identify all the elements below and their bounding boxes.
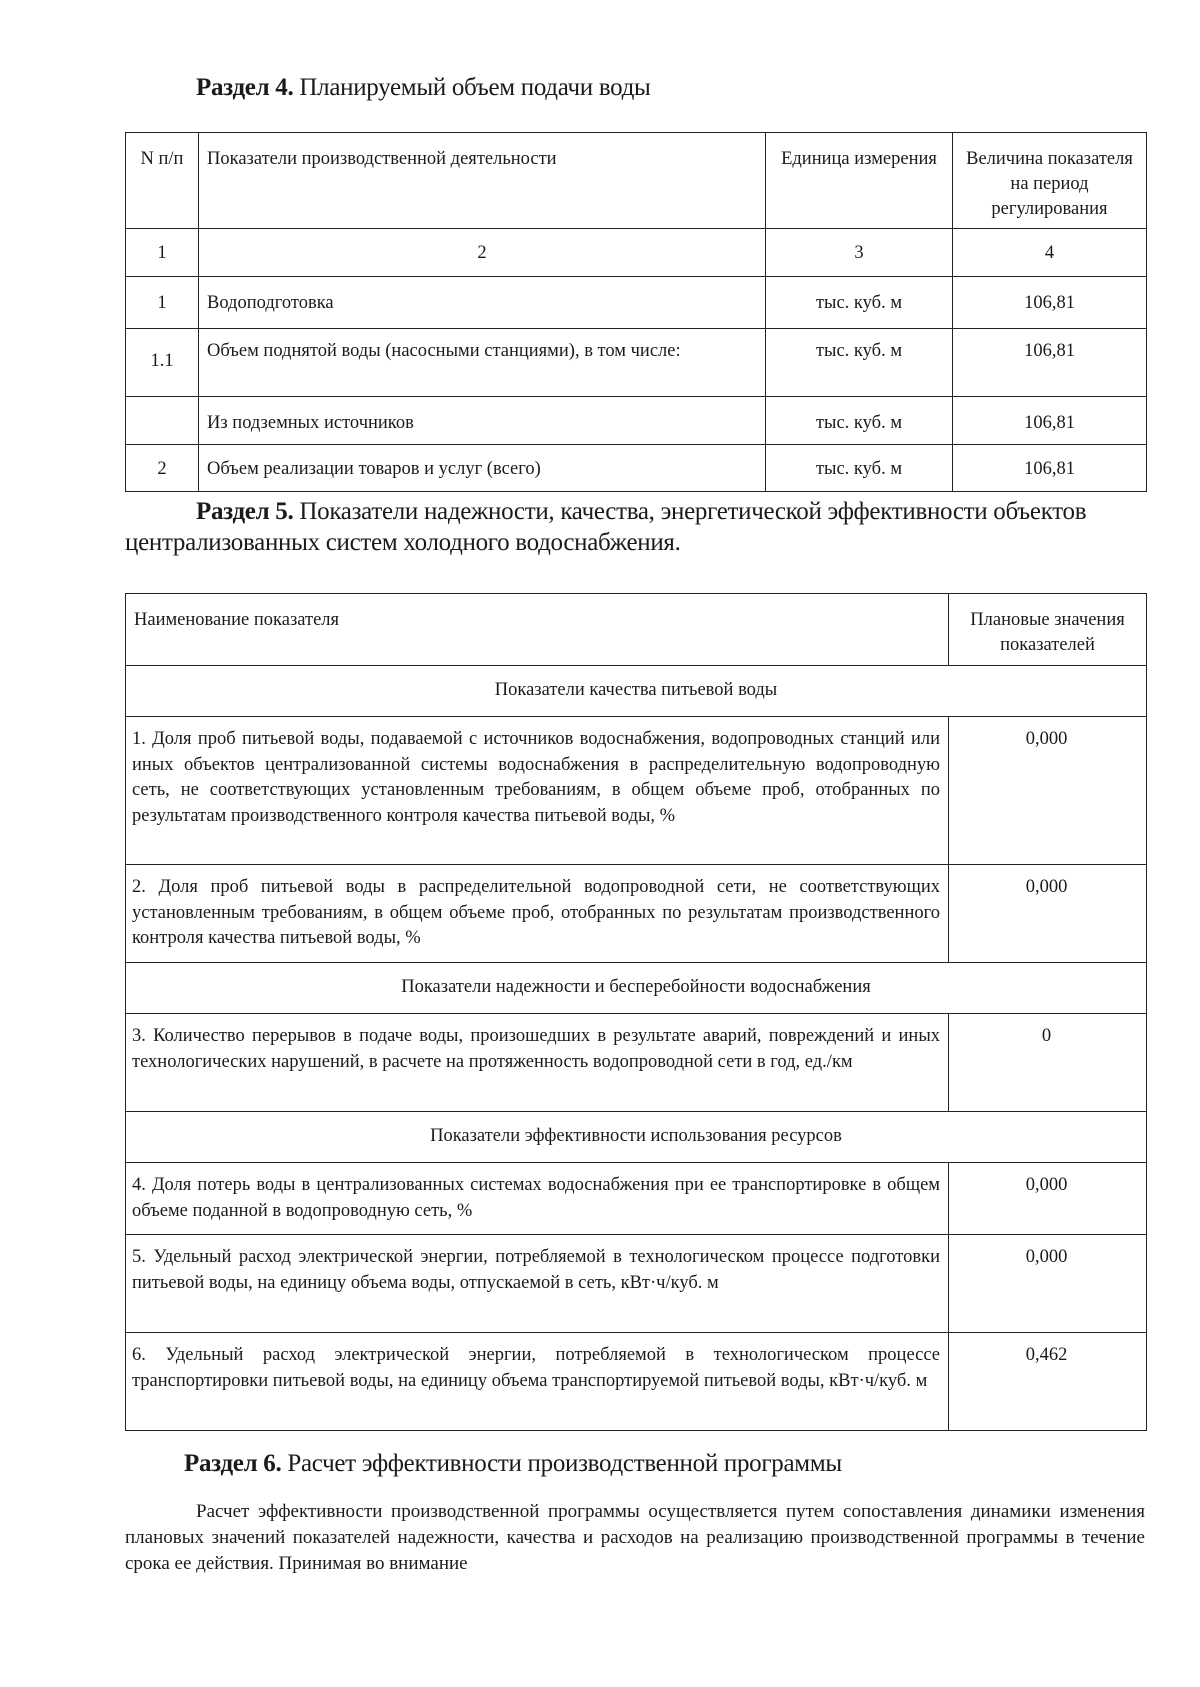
indicator-text: 5. Удельный расход электрической энергии, потребляемой в технологическом процессе подготовки питьевой воды, на единицу объема воды, отпускаемой в сеть, кВт·ч/куб. м — [126, 1235, 949, 1333]
section-6-label: Раздел 6. — [184, 1450, 282, 1477]
section-4-heading — [196, 72, 651, 103]
row-value: 106,81 — [953, 445, 1147, 492]
indicator-value: 0,000 — [949, 1235, 1147, 1333]
table-index-row — [126, 229, 1147, 277]
table-row — [126, 1333, 1147, 1431]
col-header-name: Показатели производственной деятельности — [199, 133, 766, 229]
group-title: Показатели эффективности использования ресурсов — [126, 1112, 1147, 1163]
row-unit: тыс. куб. м — [766, 445, 953, 492]
section-6-title: Расчет эффективности производственной программы — [287, 1450, 842, 1477]
indicator-value: 0,000 — [949, 1163, 1147, 1235]
row-unit: тыс. куб. м — [766, 329, 953, 397]
index-cell: 2 — [199, 229, 766, 277]
table-row — [126, 397, 1147, 445]
group-row — [126, 1112, 1147, 1163]
table-row — [126, 445, 1147, 492]
table-row — [126, 1163, 1147, 1235]
section-5-title: Показатели надежности, качества, энергетической эффективности объектов централизованных систем холодного водоснабжения. — [125, 498, 1087, 556]
table-row — [126, 329, 1147, 397]
indicator-text: 4. Доля потерь воды в централизованных системах водоснабжения при ее транспортировке в общем объеме поданной в водопроводную сеть, % — [126, 1163, 949, 1235]
group-title: Показатели надежности и бесперебойности водоснабжения — [126, 963, 1147, 1014]
row-value: 106,81 — [953, 397, 1147, 445]
index-cell: 4 — [953, 229, 1147, 277]
indicator-text: 2. Доля проб питьевой воды в распределительной водопроводной сети, не соответствующих установленным требованиям, в общем объеме проб, отобранных по результатам производственного контроля качества питьевой воды, % — [126, 865, 949, 963]
group-row — [126, 963, 1147, 1014]
row-name: Из подземных источников — [199, 397, 766, 445]
row-num: 1 — [126, 277, 199, 329]
section-5-heading — [125, 496, 1147, 558]
indicator-text: 3. Количество перерывов в подаче воды, произошедших в результате аварий, повреждений и иных технологических нарушений, в расчете на протяженность водопроводной сети в год, ед./км — [126, 1014, 949, 1112]
col-header-num: N п/п — [126, 133, 199, 229]
indicator-text: 1. Доля проб питьевой воды, подаваемой с источников водоснабжения, водопроводных станций или иных объектов централизованной системы водоснабжения в распределительную водопроводную сеть, не соответствующих установленным требованиям, в общем объеме проб, отобранных по результатам производственного контроля качества питьевой воды, % — [126, 717, 949, 865]
table-row — [126, 1235, 1147, 1333]
section-5-label: Раздел 5. — [196, 498, 294, 525]
col-header-value: Величина показателя на период регулирования — [953, 133, 1147, 229]
row-num — [126, 397, 199, 445]
row-unit: тыс. куб. м — [766, 277, 953, 329]
table-header-row — [126, 594, 1147, 666]
row-unit: тыс. куб. м — [766, 397, 953, 445]
table-row — [126, 865, 1147, 963]
row-num: 2 — [126, 445, 199, 492]
indicator-value: 0,000 — [949, 717, 1147, 865]
row-num: 1.1 — [126, 329, 199, 397]
section-6-heading — [184, 1448, 842, 1479]
table-row — [126, 277, 1147, 329]
group-title: Показатели качества питьевой воды — [126, 666, 1147, 717]
row-name: Объем реализации товаров и услуг (всего) — [199, 445, 766, 492]
water-supply-volume-table — [125, 132, 1147, 492]
col-header-unit: Единица измерения — [766, 133, 953, 229]
index-cell: 1 — [126, 229, 199, 277]
table-row — [126, 1014, 1147, 1112]
table-header-row — [126, 133, 1147, 229]
section-4-label: Раздел 4. — [196, 74, 294, 101]
group-row — [126, 666, 1147, 717]
row-name: Водоподготовка — [199, 277, 766, 329]
section-4-title: Планируемый объем подачи воды — [299, 74, 651, 101]
row-value: 106,81 — [953, 329, 1147, 397]
index-cell: 3 — [766, 229, 953, 277]
row-name: Объем поднятой воды (насосными станциями), в том числе: — [199, 329, 766, 397]
indicator-value: 0,462 — [949, 1333, 1147, 1431]
table-row — [126, 717, 1147, 865]
col-header-plan: Плановые значения показателей — [949, 594, 1147, 666]
col-header-indicator: Наименование показателя — [126, 594, 949, 666]
section-6-paragraph: Расчет эффективности производственной программы осуществляется путем сопоставления динамики изменения плановых значений показателей надежности, качества и расходов на реализацию производственной программы в течение срока ее действия. Принимая во внимание — [125, 1501, 1145, 1574]
indicator-value: 0 — [949, 1014, 1147, 1112]
indicator-value: 0,000 — [949, 865, 1147, 963]
indicator-text: 6. Удельный расход электрической энергии, потребляемой в технологическом процессе транспортировки питьевой воды, на единицу объема транспортируемой питьевой воды, кВт·ч/куб. м — [126, 1333, 949, 1431]
row-value: 106,81 — [953, 277, 1147, 329]
indicators-table — [125, 593, 1147, 1431]
